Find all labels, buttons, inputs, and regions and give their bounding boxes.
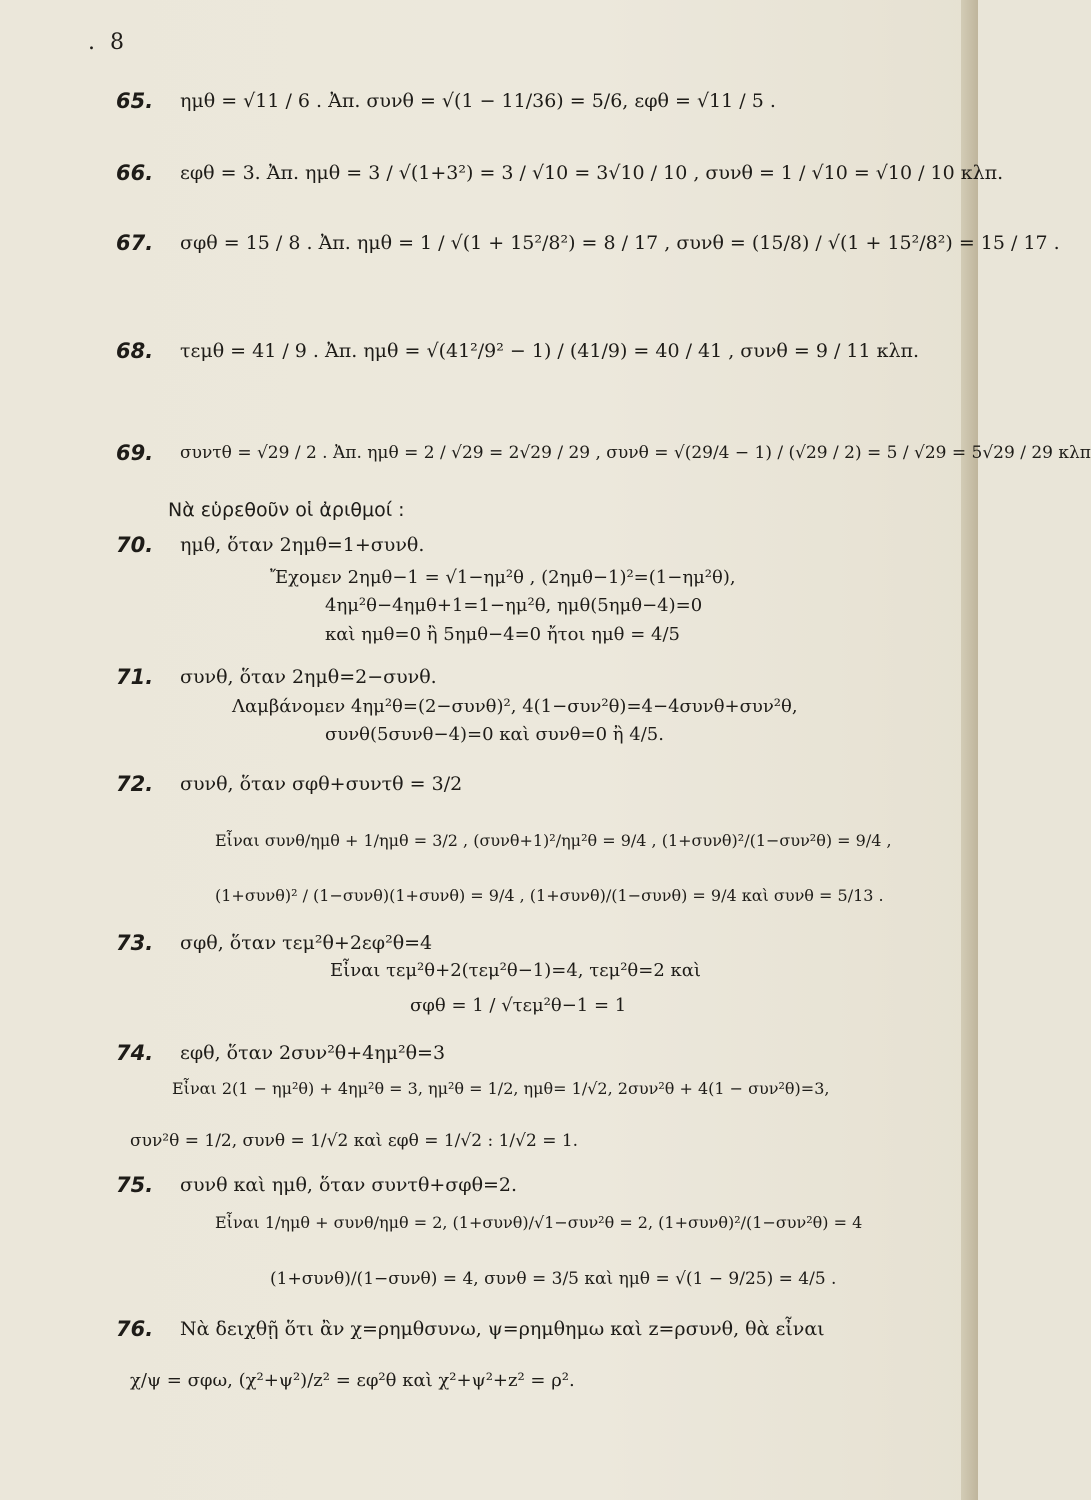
problem-statement: συνθ καὶ ημθ, ὅταν συντθ+σφθ=2. [180,1174,518,1196]
page-edge [961,0,978,1500]
problem-number: 65. [116,89,154,113]
problem-number: 76. [116,1317,154,1341]
problem-line: εφθ = 3. Ἀπ. ημθ = 3 / √(1+3²) = 3 / √10 = 3√10 / 10 , συνθ = 1 / √10 = √10 / 10 κλπ. [180,162,1004,184]
problem-statement: συνθ, ὅταν 2ημθ=2−συνθ. [180,666,437,688]
problem-statement: συνθ, ὅταν σφθ+συντθ = 3/2 [180,773,463,795]
problem-line: σφθ = 15 / 8 . Ἀπ. ημθ = 1 / √(1 + 15²/8²) = 8 / 17 , συνθ = (15/8) / √(1 + 15²/8²) = 15 / 17 . [180,232,1060,254]
problem-statement: σφθ, ὅταν τεμ²θ+2εφ²θ=4 [180,932,433,954]
problem-number: 67. [116,231,154,255]
problem-line: συντθ = √29 / 2 . Ἀπ. ημθ = 2 / √29 = 2√29 / 29 , συνθ = √(29/4 − 1) / (√29 / 2) = 5 / √29 = 5√29 / 29 κλπ [180,443,1091,463]
problem-number: 68. [116,339,154,363]
problem-number: 75. [116,1173,154,1197]
problem-line: τεμθ = 41 / 9 . Ἀπ. ημθ = √(41²/9² − 1) / (41/9) = 40 / 41 , συνθ = 9 / 11 κλπ. [180,340,920,362]
problem-line: ημθ = √11 / 6 . Ἀπ. συνθ = √(1 − 11/36) = 5/6, εφθ = √11 / 5 . [180,90,776,112]
problem-number: 72. [116,772,154,796]
problem-number: 74. [116,1041,154,1065]
problem-number: 69. [116,441,154,465]
problem-number: 70. [116,533,154,557]
problem-number: 71. [116,665,154,689]
page-number: . 8 [110,30,124,55]
problem-statement: ημθ, ὅταν 2ημθ=1+συνθ. [180,534,425,556]
problem-statement: Νὰ δειχθῇ ὅτι ἂν χ=ρημθσυνω, ψ=ρημθημω καὶ z=ρσυνθ, θὰ εἶναι [180,1318,825,1340]
problem-number: 66. [116,161,154,185]
book-page: . 8 65. ημθ = √11 / 6 . Ἀπ. συνθ = √(1 − 11/36) = 5/6, εφθ = √11 / 5 . 66. εφθ = 3. Ἀπ. ημθ = 3 / √(1+3²) = 3 / √10 = 3√10 / 10 , συνθ = 1 / √10 = √10 / 10 κλπ. 67. σφθ = 15 / 8 . Ἀπ. ημθ = 1 / √(1 + 15²/8²) = 8 / 17 , συνθ = (15/8) / √(1 + 15²/8²) = 15 / 17 . 68. τεμθ = 41 / 9 . Ἀπ. ημθ = √(41²/9² − 1) / (41/9) = 40 / 41 , συνθ = 9 / 11 κλπ. 69. συντθ = √29 / 2 . Ἀπ. ημθ = 2 / √29 = 2√29 / 29 , συνθ = √(29/4 − 1) / (√29 / 2) = 5 / √29 = 5√29 / 29 κλπ Νὰ εὑρεθοῦν οἱ ἀριθμοί : 70. ημθ, ὅταν 2ημθ=1+συνθ. Ἔχομεν 2ημθ−1 = √1−ημ²θ , (2ημθ−1)²=(1−ημ²θ), 4ημ²θ−4ημθ+1=1−ημ²θ, ημθ(5ημθ−4)=0 καὶ ημθ=0 ἢ 5ημθ−4=0 ἤτοι ημθ = 4/5 71. συνθ, ὅταν 2ημθ=2−συνθ. Λαμβάνομεν 4ημ²θ=(2−συνθ)², 4(1−συν²θ)=4−4συνθ+συν²θ, συνθ(5συνθ−4)=0 καὶ συνθ=0 ἢ 4/5. 72. συνθ, ὅταν σφθ+συντθ = 3/2 Εἶναι συνθ/ημθ + 1/ημθ = 3/2 , (συνθ+1)²/ημ²θ = 9/4 , (1+συνθ)²/(1−συν²θ) = 9/4 , (1+συνθ)² / (1−συνθ)(1+συνθ) = 9/4 , (1+συνθ)/(1−συνθ) = 9/4 καὶ συνθ = 5/13 . 73. σφθ, ὅταν τεμ²θ+2εφ²θ=4 Εἶναι τεμ²θ+2(τεμ²θ−1)=4, τεμ²θ=2 καὶ σφθ = 1 / √τεμ²θ−1 = 1 74. εφθ, ὅταν 2συν²θ+4ημ²θ=3 Εἶναι 2(1 − ημ²θ) + 4ημ²θ = 3, ημ²θ = 1/2, ημθ= 1/√2, 2συν²θ + 4(1 − συν²θ)=3, συν²θ = 1/2, συνθ = 1/√2 καὶ εφθ = 1/√2 : 1/√2 = 1. 75. συνθ καὶ ημθ, ὅταν συντθ+σφθ=2. Εἶναι 1/ημθ + συνθ/ημθ = 2, (1+συνθ)/√1−συν²θ = 2, (1+συνθ)²/(1−συν²θ) = 4 (1+συνθ)/(1−συνθ) = 4, συνθ = 3/5 καὶ ημθ = √(1 − 9/25) = 4/5 . 76. Νὰ δειχθῇ ὅτι ἂν χ=ρημθσυνω, ψ=ρημθημω καὶ z=ρσυνθ, θὰ εἶναι χ/ψ = σφω, (χ²+ψ²)/z² = εφ²θ καὶ χ²+ψ²+z² = ρ². [0,0,978,1500]
problem-statement: εφθ, ὅταν 2συν²θ+4ημ²θ=3 [180,1042,446,1064]
problem-number: 73. [116,931,154,955]
